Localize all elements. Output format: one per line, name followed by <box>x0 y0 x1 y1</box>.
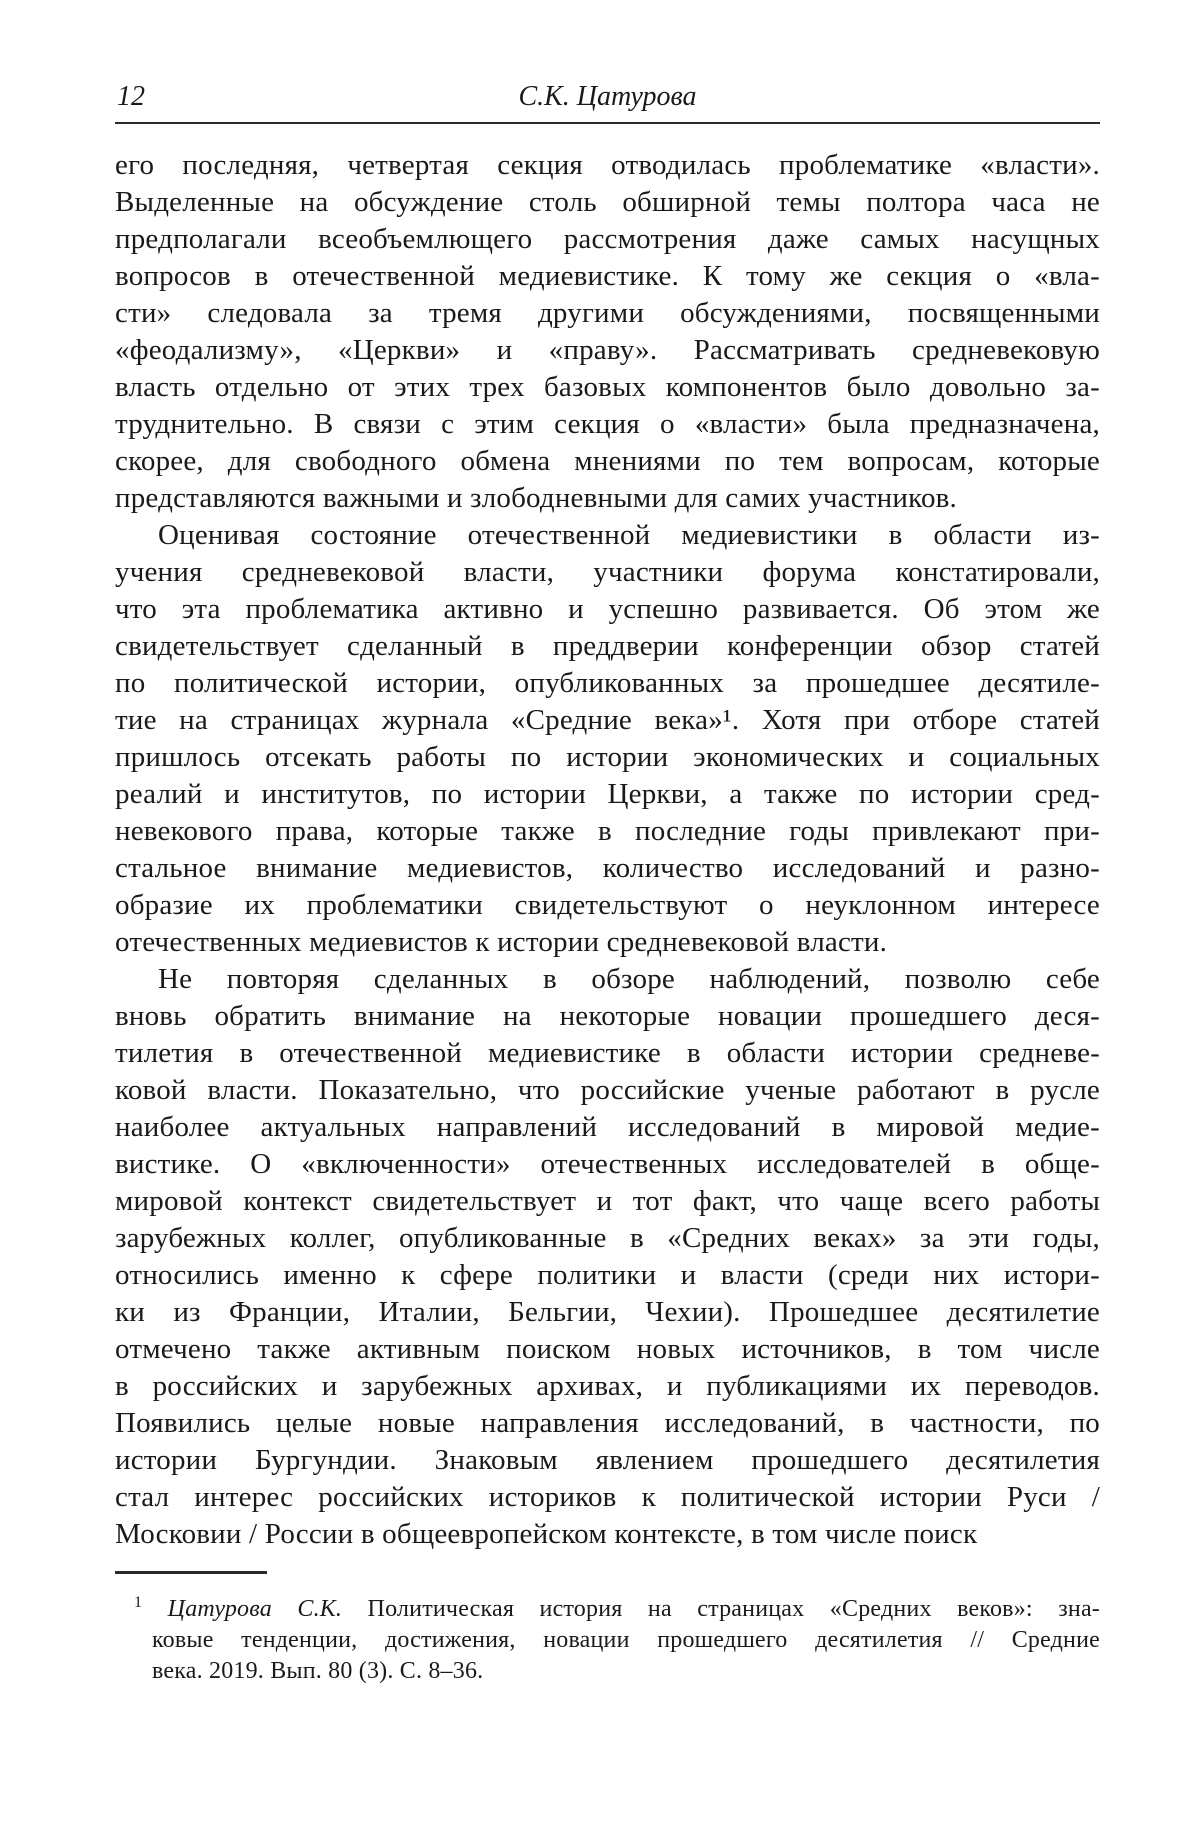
body-line: тилетия в отечественной медиевистике в области истории средневе- <box>115 1037 1100 1069</box>
body-line: образие их проблематики свидетельствуют о неуклонном интересе <box>115 889 1100 921</box>
body-line: отмечено также активным поиском новых источников, в том числе <box>115 1333 1100 1365</box>
body-line: Московии / России в общеевропейском контексте, в том числе поиск <box>115 1518 978 1550</box>
body-line: вопросов в отечественной медиевистике. К тому же секция о «вла- <box>115 260 1100 292</box>
body-line: стальное внимание медиевистов, количество исследований и разно- <box>115 852 1100 884</box>
body-line: невекового права, которые также в последние годы привлекают при- <box>115 815 1100 847</box>
body-line: стал интерес российских историков к политической истории Руси / <box>115 1481 1100 1513</box>
body-line: свидетельствует сделанный в преддверии конференции обзор статей <box>115 630 1100 662</box>
body-line: мировой контекст свидетельствует и тот факт, что чаще всего работы <box>115 1185 1100 1217</box>
body-line: скорее, для свободного обмена мнениями по тем вопросам, которые <box>115 445 1100 477</box>
body-line: ковой власти. Показательно, что российские ученые работают в русле <box>115 1074 1100 1106</box>
body-line: власть отдельно от этих трех базовых компонентов было довольно за- <box>115 371 1100 403</box>
body-line: тие на страницах журнала «Средние века»¹. Хотя при отборе статей <box>115 704 1100 736</box>
body-line: по политической истории, опубликованных за прошедшее десятиле- <box>115 667 1100 699</box>
page-number: 12 <box>117 81 145 112</box>
body-line: наиболее актуальных направлений исследований в мировой медие- <box>115 1111 1100 1143</box>
body-line: предполагали всеобъемлющего рассмотрения даже самых насущных <box>115 223 1100 255</box>
header-rule <box>115 122 1100 124</box>
body-line: Появились целые новые направления исследований, в частности, по <box>115 1407 1100 1439</box>
body-line: что эта проблематика активно и успешно развивается. Об этом же <box>115 593 1100 625</box>
body-line: относились именно к сфере политики и власти (среди них истори- <box>115 1259 1100 1291</box>
body-line: в российских и зарубежных архивах, и публикациями их переводов. <box>115 1370 1100 1402</box>
footnote-line: века. 2019. Вып. 80 (3). С. 8–36. <box>152 1658 484 1684</box>
body-line: вистике. О «включенности» отечественных исследователей в обще- <box>115 1148 1100 1180</box>
body-line: вновь обратить внимание на некоторые новации прошедшего деся- <box>115 1000 1100 1032</box>
body-line: ки из Франции, Италии, Бельгии, Чехии). Прошедшее десятилетие <box>115 1296 1100 1328</box>
body-line: Выделенные на обсуждение столь обширной темы полтора часа не <box>115 186 1100 218</box>
body-line: отечественных медиевистов к истории средневековой власти. <box>115 926 888 958</box>
running-title: С.К. Цатурова <box>518 81 697 112</box>
body-line: представляются важными и злободневными для самих участников. <box>115 482 957 514</box>
body-line: истории Бургундии. Знаковым явлением прошедшего десятилетия <box>115 1444 1100 1476</box>
body-line: реалий и институтов, по истории Церкви, а также по истории сред- <box>115 778 1100 810</box>
footnote-separator <box>115 1571 267 1574</box>
body-line: труднительно. В связи с этим секция о «власти» была предназначена, <box>115 408 1100 440</box>
body-text <box>115 147 1100 1553</box>
footnote <box>115 1594 1100 1687</box>
body-line: «феодализму», «Церкви» и «праву». Рассматривать средневековую <box>115 334 1100 366</box>
body-line: сти» следовала за тремя другими обсуждениями, посвященными <box>115 297 1100 329</box>
footnote-line <box>115 1594 1100 1625</box>
body-line: Не повторяя сделанных в обзоре наблюдений, позволю себе <box>158 963 1100 995</box>
footnote-author: Цатурова С.К. <box>167 1596 343 1622</box>
footnote-text: Политическая история на страницах «Средних веков»: зна- <box>342 1596 1100 1622</box>
body-line: пришлось отсекать работы по истории экономических и социальных <box>115 741 1100 773</box>
body-line: учения средневековой власти, участники форума констатировали, <box>115 556 1100 588</box>
body-line: зарубежных коллег, опубликованные в «Средних веках» за эти годы, <box>115 1222 1100 1254</box>
footnote-marker: 1 <box>134 1594 143 1611</box>
body-line: Оценивая состояние отечественной медиевистики в области из- <box>158 519 1100 551</box>
footnote-line: ковые тенденции, достижения, новации прошедшего десятилетия // Средние <box>152 1627 1100 1653</box>
running-header <box>115 80 1100 114</box>
body-line: его последняя, четвертая секция отводилась проблематике «власти». <box>115 149 1100 181</box>
